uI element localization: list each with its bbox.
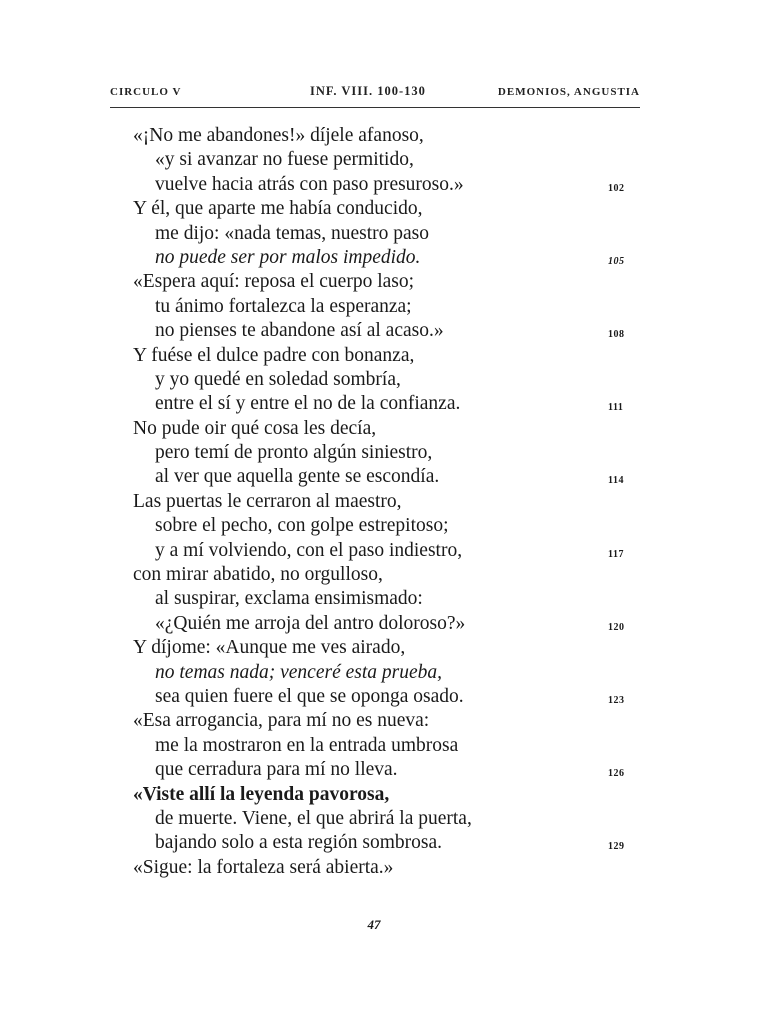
verse-line: «Viste allí la leyenda pavorosa,: [133, 783, 390, 805]
line-number: 117: [608, 548, 624, 560]
verse-line: Y fuése el dulce padre con bonanza,: [133, 344, 415, 366]
verse-line: Las puertas le cerraron al maestro,: [133, 490, 402, 512]
verse-line: entre el sí y entre el no de la confianza. 111: [0, 392, 768, 416]
verse-line: tu ánimo fortalezca la esperanza;: [155, 295, 412, 317]
running-head: [110, 84, 640, 104]
verse-line: y yo quedé en soledad sombría,: [155, 368, 401, 390]
header-rule: [110, 107, 640, 108]
verse-line: «¡No me abandones!» díjele afanoso,: [133, 125, 424, 146]
line-number: 114: [608, 475, 624, 487]
verse-line: Y él, que aparte me había conducido,: [133, 198, 423, 220]
verse-line: y a mí volviendo, con el paso indiestro, 117: [0, 539, 768, 563]
running-head-center: INF. VIII. 100-130: [310, 84, 426, 98]
line-number: 105: [608, 255, 625, 267]
verse-line: «¿Quién me arroja del antro doloroso?» 120: [0, 612, 768, 636]
verse-line: al suspirar, exclama ensimismado:: [155, 588, 423, 610]
verse-line: sobre el pecho, con golpe estrepitoso;: [155, 515, 449, 537]
page-number: 47: [367, 917, 381, 932]
verse-line: «Esa arrogancia, para mí no es nueva:: [133, 710, 430, 732]
verse-line: No pude oir qué cosa les decía,: [133, 417, 377, 439]
verse-line: no pienses te abandone así al acaso.» 108: [0, 319, 768, 343]
verse-line: pero temí de pronto algún siniestro,: [155, 442, 433, 464]
verse-line: al ver que aquella gente se escondía. 114: [0, 465, 768, 489]
verse-line: de muerte. Viene, el que abrirá la puerta,: [155, 807, 472, 829]
verse-line: con mirar abatido, no orgulloso,: [133, 564, 383, 586]
line-number: 120: [608, 621, 625, 633]
line-number: 111: [608, 402, 624, 414]
verse-line: no temas nada; venceré esta prueba,: [155, 661, 443, 683]
verse-line: vuelve hacia atrás con paso presuroso.» 102: [0, 173, 768, 197]
running-head-right: DEMONIOS, ANGUSTIA: [497, 86, 640, 98]
verse-line: sea quien fuere el que se oponga osado. 123: [0, 685, 768, 709]
line-number: 129: [608, 841, 625, 853]
verse-line: «y si avanzar no fuese permitido,: [155, 149, 414, 171]
line-number: 108: [608, 329, 625, 341]
verse-line: que cerradura para mí no lleva. 126: [0, 758, 768, 782]
verse-line: no puede ser por malos impedido. 105: [0, 246, 768, 270]
verse-line: bajando solo a esta región sombrosa. 129: [0, 831, 768, 855]
line-number: 123: [608, 694, 625, 706]
verse-line: Y díjome: «Aunque me ves airado,: [133, 637, 406, 659]
verse-line: «Espera aquí: reposa el cuerpo laso;: [133, 271, 415, 293]
line-number: 102: [608, 182, 625, 194]
verse-line: me dijo: «nada temas, nuestro paso: [155, 222, 430, 244]
line-number: 126: [608, 768, 625, 780]
running-head-left: CIRCULO V: [110, 86, 182, 98]
verse-line: me la mostraron en la entrada umbrosa: [155, 734, 459, 756]
verse-block: [0, 124, 768, 880]
verse-line: «Sigue: la fortaleza será abierta.»: [133, 856, 394, 878]
